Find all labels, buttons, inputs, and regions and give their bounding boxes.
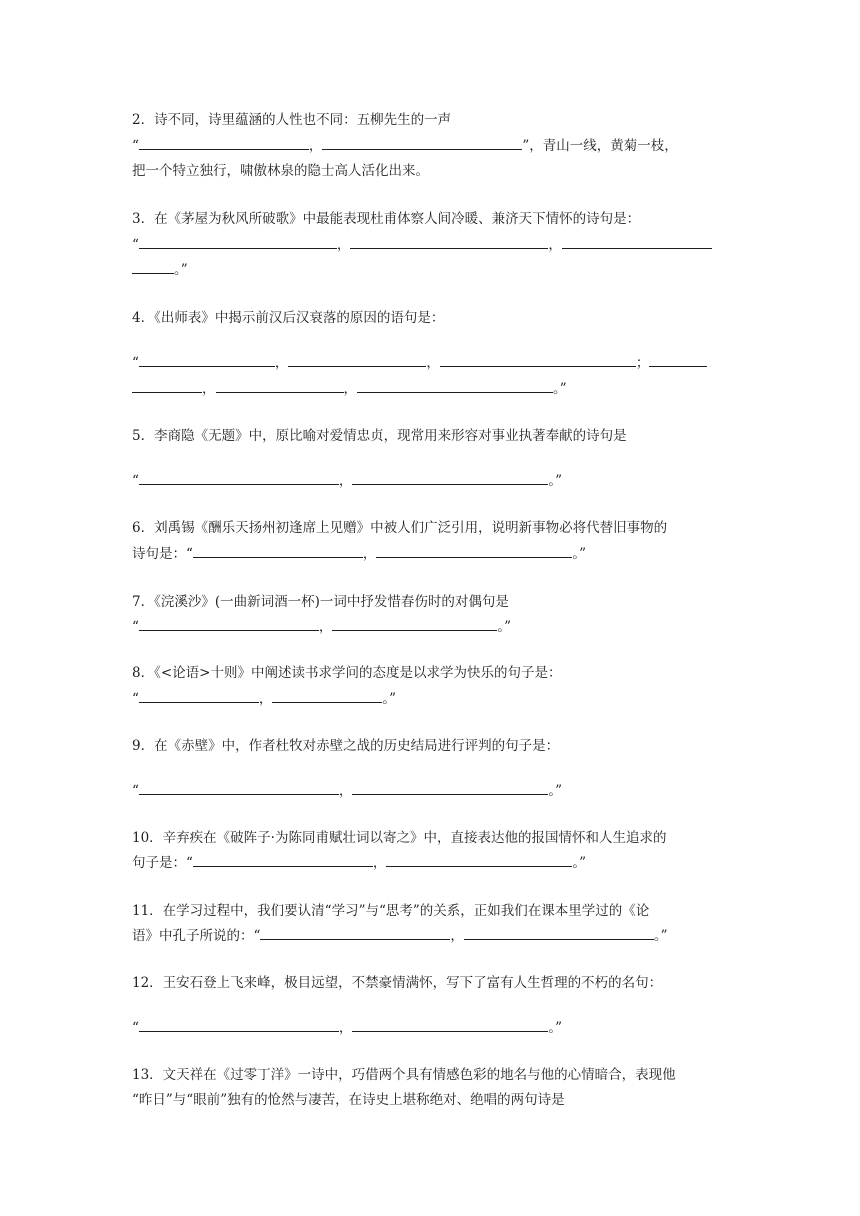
close-quote: 。” (497, 619, 512, 635)
q10-line-2 (132, 850, 732, 876)
close-quote: 。” (553, 381, 567, 397)
open-quote: “ (132, 473, 139, 489)
q6-prompt: 6．刘禹锡《酬乐天扬州初逢席上见赠》中被人们广泛引用，说明新事物必将代替旧事物的 (132, 520, 668, 536)
close-quote: 。” (653, 928, 668, 944)
answer-blank[interactable] (139, 1016, 339, 1032)
q11-lead: 语》中孔子所说的：“ (132, 928, 261, 944)
punct: ， (258, 691, 273, 707)
q2-line-3 (132, 158, 732, 184)
punct: ， (274, 355, 289, 371)
q9-line-2 (132, 778, 732, 804)
q13-continuation: “昨日”与“眼前”独有的怆然与凄苦，在诗史上堪称绝对、绝唱的两句诗是 (132, 1092, 565, 1108)
answer-blank[interactable] (193, 542, 363, 558)
answer-blank[interactable] (132, 258, 174, 274)
answer-blank[interactable] (132, 377, 202, 393)
answer-blank[interactable] (350, 233, 548, 249)
punct: ， (343, 381, 357, 397)
q5-line-2 (132, 468, 732, 494)
q12-prompt: 12．王安石登上飞来峰，极目远望，不禁豪情满怀，写下了富有人生哲理的不朽的名句： (132, 975, 663, 991)
q2-continuation: 把一个特立独行，啸傲林泉的隐士高人活化出来。 (132, 163, 429, 179)
q13-prompt: 13．文天祥在《过零丁洋》一诗中，巧借两个具有情感色彩的地名与他的心情暗合，表现他 (132, 1067, 676, 1083)
q4-line-1 (132, 305, 732, 331)
answer-blank[interactable] (139, 134, 309, 150)
close-quote: 。” (548, 473, 563, 489)
punct: ， (372, 855, 387, 871)
q10-line-1 (132, 825, 732, 851)
answer-blank[interactable] (139, 615, 319, 631)
answer-blank[interactable] (357, 377, 553, 393)
answer-blank[interactable] (562, 233, 712, 249)
q3-line-2 (132, 232, 732, 258)
answer-blank[interactable] (332, 615, 497, 631)
q7-line-2 (132, 614, 732, 640)
answer-blank[interactable] (216, 377, 344, 393)
q8-line-2 (132, 686, 732, 712)
close-quote: 。” (548, 783, 563, 799)
answer-blank[interactable] (440, 351, 636, 367)
answer-blank[interactable] (352, 469, 548, 485)
punct: ， (336, 237, 351, 253)
q12-line-1 (132, 970, 732, 996)
punct: ； (635, 355, 650, 371)
open-quote: “ (132, 138, 139, 154)
answer-blank[interactable] (139, 779, 339, 795)
answer-blank[interactable] (376, 542, 572, 558)
answer-blank[interactable] (464, 924, 654, 940)
punct: ， (548, 237, 562, 253)
punct: ， (202, 381, 216, 397)
q13-line-2 (132, 1087, 732, 1113)
close-quote: 。” (572, 855, 587, 871)
q7-prompt: 7．《浣溪沙》(一曲新词酒一杯)一词中抒发惜春伤时的对偶句是 (132, 594, 509, 610)
q11-line-2 (132, 923, 732, 949)
answer-blank[interactable] (139, 233, 337, 249)
q8-line-1 (132, 660, 732, 686)
q4-line-2 (132, 350, 732, 376)
q8-prompt: 8．《<论语>十则》中阐述读书求学问的态度是以求学为快乐的句子是： (132, 665, 562, 681)
answer-blank[interactable] (288, 351, 426, 367)
punct: ， (338, 783, 353, 799)
answer-blank[interactable] (649, 351, 707, 367)
q6-lead: 诗句是：“ (132, 546, 193, 562)
answer-blank[interactable] (386, 851, 572, 867)
answer-blank[interactable] (352, 779, 548, 795)
q3-line-3 (132, 257, 732, 283)
q7-line-1 (132, 589, 732, 615)
q2-line-2 (132, 133, 732, 159)
q6-line-2 (132, 541, 732, 567)
close-quote: 。” (382, 691, 397, 707)
open-quote: “ (132, 691, 139, 707)
punct: ， (308, 138, 323, 154)
q13-line-1 (132, 1062, 732, 1088)
close-quote: 。” (174, 262, 188, 278)
q11-prompt: 11．在学习过程中，我们要认清“学习”与“思考”的关系，正如我们在课本里学过的《论 (132, 903, 650, 919)
open-quote: “ (132, 783, 139, 799)
punct: ， (318, 619, 333, 635)
punct: ， (426, 355, 440, 371)
q4-prompt: 4．《出师表》中揭示前汉后汉衰落的原因的语句是： (132, 310, 445, 326)
q3-prompt: 3．在《茅屋为秋风所破歌》中最能表现杜甫体察人间冷暖、兼济天下情怀的诗句是： (132, 211, 641, 227)
close-quote: 。” (572, 546, 587, 562)
q12-line-2 (132, 1015, 732, 1041)
answer-blank[interactable] (322, 134, 522, 150)
punct: ， (338, 1020, 353, 1036)
answer-blank[interactable] (260, 924, 450, 940)
answer-blank[interactable] (139, 351, 275, 367)
open-quote: “ (132, 355, 139, 371)
q10-lead: 句子是：“ (132, 855, 193, 871)
open-quote: “ (132, 1020, 139, 1036)
close-quote: 。” (548, 1020, 563, 1036)
q9-prompt: 9．在《赤壁》中，作者杜牧对赤壁之战的历史结局进行评判的句子是： (132, 738, 560, 754)
q2-prompt: 2．诗不同，诗里蕴涵的人性也不同：五柳先生的一声 (132, 112, 452, 128)
q2-line-1 (132, 107, 732, 133)
answer-blank[interactable] (139, 687, 259, 703)
q4-line-3 (132, 376, 732, 402)
answer-blank[interactable] (139, 469, 339, 485)
open-quote: “ (132, 237, 139, 253)
punct: ， (338, 473, 353, 489)
answer-blank[interactable] (272, 687, 382, 703)
punct: ， (450, 928, 464, 944)
q3-line-1 (132, 206, 732, 232)
q10-prompt: 10．辛弃疾在《破阵子·为陈同甫赋壮词以寄之》中，直接表达他的报国情怀和人生追求的 (132, 830, 667, 846)
q2-rest-text: ”，青山一线，黄菊一枝， (522, 138, 678, 154)
q6-line-1 (132, 515, 732, 541)
punct: ， (362, 546, 377, 562)
q5-prompt: 5．李商隐《无题》中，原比喻对爱情忠贞，现常用来形容对事业执著奉献的诗句是 (132, 428, 627, 444)
q11-line-1 (132, 898, 732, 924)
answer-blank[interactable] (352, 1016, 548, 1032)
q9-line-1 (132, 733, 732, 759)
answer-blank[interactable] (193, 851, 373, 867)
q5-line-1 (132, 423, 732, 449)
open-quote: “ (132, 619, 139, 635)
